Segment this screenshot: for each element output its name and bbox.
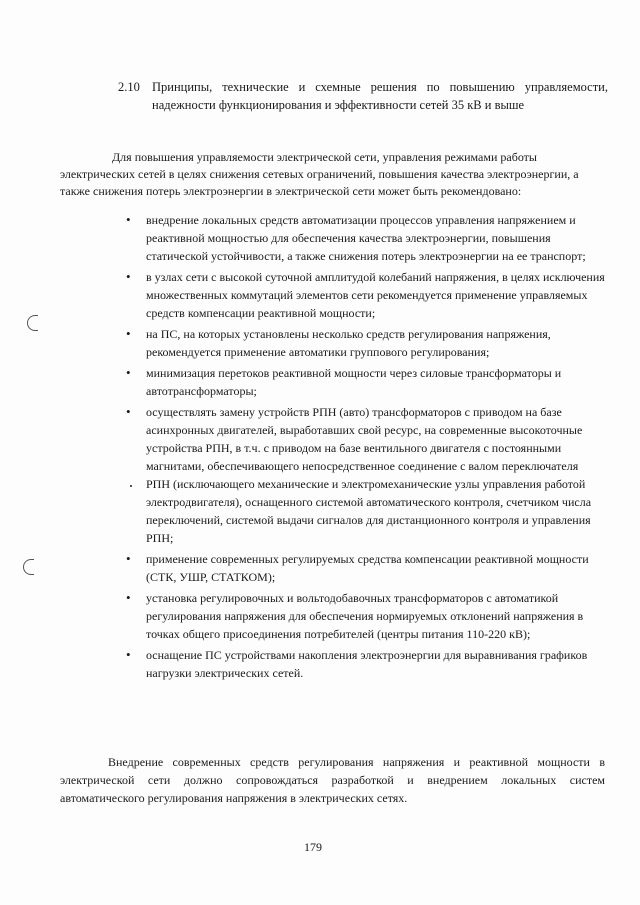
bullet-icon: •: [126, 365, 131, 380]
list-item: [120, 589, 605, 643]
list-item-text: установка регулировочных и вольтодобавочных трансформаторов с автоматикой регулирования напряжения для обеспечения нормируемых отклонений напряжения в точках общего присоединения потребителей (центры питания 110-220 кВ);: [146, 591, 584, 641]
bullet-icon: •: [126, 590, 131, 605]
list-item: [120, 211, 605, 265]
bullet-icon: •: [126, 404, 131, 419]
list-item: [120, 403, 605, 547]
intro-paragraph: Для повышения управляемости электрической сети, управления режимами работы электрических сетей в целях снижения сетевых ограничений, повышения качества электроэнергии, а также снижения потерь электроэнергии в электрической сети может быть рекомендовано:: [60, 150, 579, 198]
list-item-text: в узлах сети с высокой суточной амплитудой колебаний напряжения, в целях исключения множественных коммутаций элементов сети рекомендуется применение управляемых средств компенсации реактивной мощности;: [146, 270, 605, 320]
list-item-text: оснащение ПС устройствами накопления электроэнергии для выравнивания графиков нагрузки электрических сетей.: [146, 648, 588, 680]
closing-paragraph: Внедрение современных средств регулирования напряжения и реактивной мощности в электрической сети должно сопровождаться разработкой и внедрением локальных систем автоматического регулирования напряжения в электрических сетях.: [60, 755, 605, 805]
list-item: [120, 646, 605, 682]
list-item: [120, 325, 605, 361]
page-number: 179: [304, 840, 322, 854]
section-number: 2.10: [118, 80, 140, 94]
list-item-text: минимизация перетоков реактивной мощности через силовые трансформаторы и автотрансформаторы;: [146, 366, 562, 398]
list-item-text: на ПС, на которых установлены несколько средств регулирования напряжения, рекомендуется применение автоматики группового регулирования;: [146, 327, 551, 359]
bullet-icon: •: [126, 212, 131, 227]
bullet-icon: •: [126, 269, 131, 284]
section-heading: [118, 78, 608, 114]
bullet-icon: •: [126, 551, 131, 566]
list-item-text: применение современных регулируемых средства компенсации реактивной мощности (СТК, УШР, СТАТКОМ);: [146, 552, 589, 584]
list-item: [120, 550, 605, 586]
punch-hole-mark: [27, 315, 38, 331]
list-item-text: внедрение локальных средств автоматизации процессов управления напряжением и реактивной мощностью для обеспечения качества электроэнергии, повышения статической устойчивости, а также снижения потерь электроэнергии на ее транспорт;: [146, 213, 586, 263]
list-item: [120, 268, 605, 322]
list-item-text: осуществлять замену устройств РПН (авто) трансформаторов с приводом на базе асинхронных двигателей, выработавших свой ресурс, на современные высокоточные устройства РПН, в т.ч. с приводом на базе вентильного двигателя с постоянными магнитами, обеспечивающего непосредственное соединение с валом переключателя РПН (исключающего механические и электромеханические узлы управления работой электродвигателя), оснащенного системой автоматического контроля, счетчиком числа переключений, системой выдачи сигналов для дистанционного контроля и управления РПН;: [146, 405, 592, 545]
list-item: [120, 364, 605, 400]
section-title: Принципы, технические и схемные решения по повышению управляемости, надежности функционирования и эффективности сетей 35 кВ и выше: [152, 80, 608, 112]
punch-hole-mark: [23, 559, 34, 575]
recommendation-list: [120, 211, 605, 685]
bullet-icon: •: [126, 647, 131, 662]
bullet-icon: •: [126, 326, 131, 341]
